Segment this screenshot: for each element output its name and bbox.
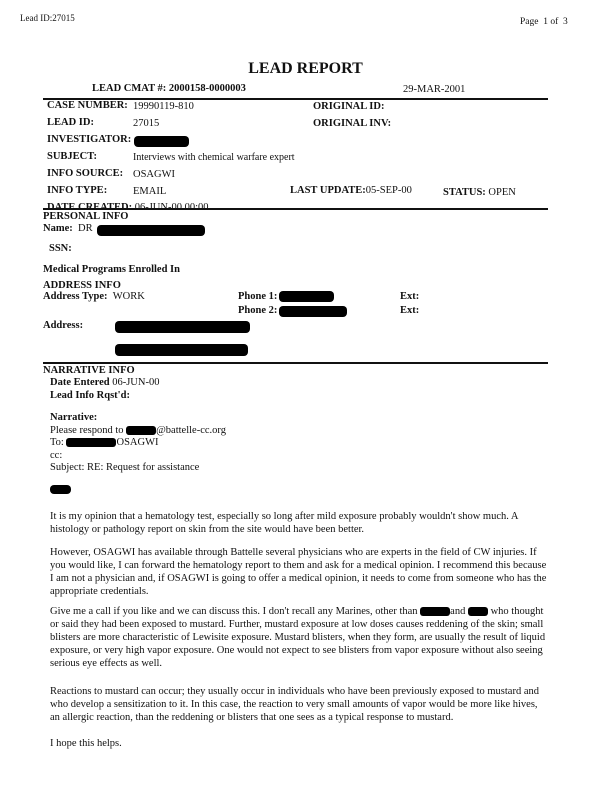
redaction xyxy=(134,136,189,147)
lead-id: 27015 xyxy=(133,118,160,129)
redaction xyxy=(468,607,488,616)
address-type: WORK xyxy=(112,291,145,302)
redaction xyxy=(279,306,347,317)
narrative-info-heading: NARRATIVE INFO xyxy=(43,365,135,376)
status-label: STATUS: xyxy=(443,187,486,198)
paragraph-text: Give me a call if you like and we can discuss this. I don't recall any Marines, other than xyxy=(50,606,418,617)
ext1-label: Ext: xyxy=(400,291,420,302)
lead-info-label: Lead Info Rqst'd: xyxy=(50,390,130,401)
header-lead-id: Lead ID:27015 xyxy=(20,13,75,23)
redaction xyxy=(115,321,250,333)
subject-label: SUBJECT: xyxy=(47,151,97,162)
date-entered-label: Date Entered xyxy=(50,377,110,388)
paragraph-text: and xyxy=(450,606,466,617)
status: OPEN xyxy=(488,187,516,198)
paragraph: Reactions to mustard can occur; they usually occur in individuals who have been previously exposed to mustard and who develop a sensitization to it. In this case, the reaction to very small amounts of vapor would be more like hives, an allergic reaction, than the reddening or blisters that one sees as a typical response to mustard. xyxy=(50,686,540,723)
to-label: To: xyxy=(50,437,64,448)
lead-cmat: LEAD CMAT #: 2000158-0000003 xyxy=(92,83,246,94)
paragraph: It is my opinion that a hematology test, especially so long after mild exposure probably wouldn't show much. A histology or pathology report on skin from the site would have been better. xyxy=(50,511,518,535)
address-info-heading: ADDRESS INFO xyxy=(43,280,121,291)
original-id-label: ORIGINAL ID: xyxy=(313,101,385,112)
phone2-label: Phone 2: xyxy=(238,305,278,316)
report-date: 29-MAR-2001 xyxy=(403,84,466,95)
paragraph: However, OSAGWI has available through Battelle several physicians who are experts in the field of CW injuries. If you would like, I can forward the hematology report to them and ask for a medical opinion. I recommend this because I am not a physician and, if OSAGWI is going to offer a medical opinion, it needs to come from someone who has the appropriate credentials. xyxy=(50,547,547,597)
info-type: EMAIL xyxy=(133,186,167,197)
medical-programs-label: Medical Programs Enrolled In xyxy=(43,264,180,275)
address-type-label: Address Type: xyxy=(43,291,108,302)
name-label: Name: xyxy=(43,223,73,234)
redaction xyxy=(115,344,248,356)
divider xyxy=(43,362,548,364)
case-number-label: CASE NUMBER: xyxy=(47,100,128,111)
paragraph: I hope this helps. xyxy=(50,738,122,749)
case-number: 19990119-810 xyxy=(133,101,194,112)
last-update-label: LAST UPDATE: xyxy=(290,185,366,196)
last-update: 05-SEP-00 xyxy=(365,185,412,196)
to-suffix: OSAGWI xyxy=(116,437,159,448)
redaction xyxy=(279,291,334,302)
cc-label: cc: xyxy=(50,450,63,461)
respond-domain: @battelle-cc.org xyxy=(156,425,226,436)
date-entered: 06-JUN-00 xyxy=(112,377,160,388)
redaction xyxy=(50,485,71,494)
page-number: Page 1 of 3 xyxy=(520,17,568,27)
phone1-label: Phone 1: xyxy=(238,291,278,302)
report-title: LEAD REPORT xyxy=(248,60,363,77)
lead-id-label: LEAD ID: xyxy=(47,117,94,128)
original-inv-label: ORIGINAL INV: xyxy=(313,118,392,129)
investigator-label: INVESTIGATOR: xyxy=(47,134,132,145)
subject: Interviews with chemical warfare expert xyxy=(133,152,295,163)
name-prefix: DR xyxy=(78,223,93,234)
narrative-label: Narrative: xyxy=(50,412,98,423)
redaction xyxy=(97,225,205,236)
info-source: OSAGWI xyxy=(133,169,175,180)
paragraph xyxy=(50,605,550,670)
redaction xyxy=(126,426,156,435)
address-label: Address: xyxy=(43,320,84,331)
divider xyxy=(43,208,548,210)
info-type-label: INFO TYPE: xyxy=(47,185,108,196)
ssn-label: SSN: xyxy=(49,243,72,254)
ext2-label: Ext: xyxy=(400,305,420,316)
personal-info-heading: PERSONAL INFO xyxy=(43,211,129,222)
respond-prefix: Please respond to xyxy=(50,425,124,436)
redaction xyxy=(420,607,450,616)
paragraph-text: who thought or said they had been exposed to mustard. Further, mustard exposure at low doses causes reddening of the skin; small blisters are more characteristic of Lewisite exposure. Mustard blisters, when they form, are usually the result of liquid exposure, or very high vapor exposure. One would not expect to see blisters from vapor exposure without also seeing serious eye effects as well. xyxy=(50,606,546,669)
email-subject: Subject: RE: Request for assistance xyxy=(50,462,200,473)
redaction xyxy=(66,438,116,447)
info-source-label: INFO SOURCE: xyxy=(47,168,124,179)
